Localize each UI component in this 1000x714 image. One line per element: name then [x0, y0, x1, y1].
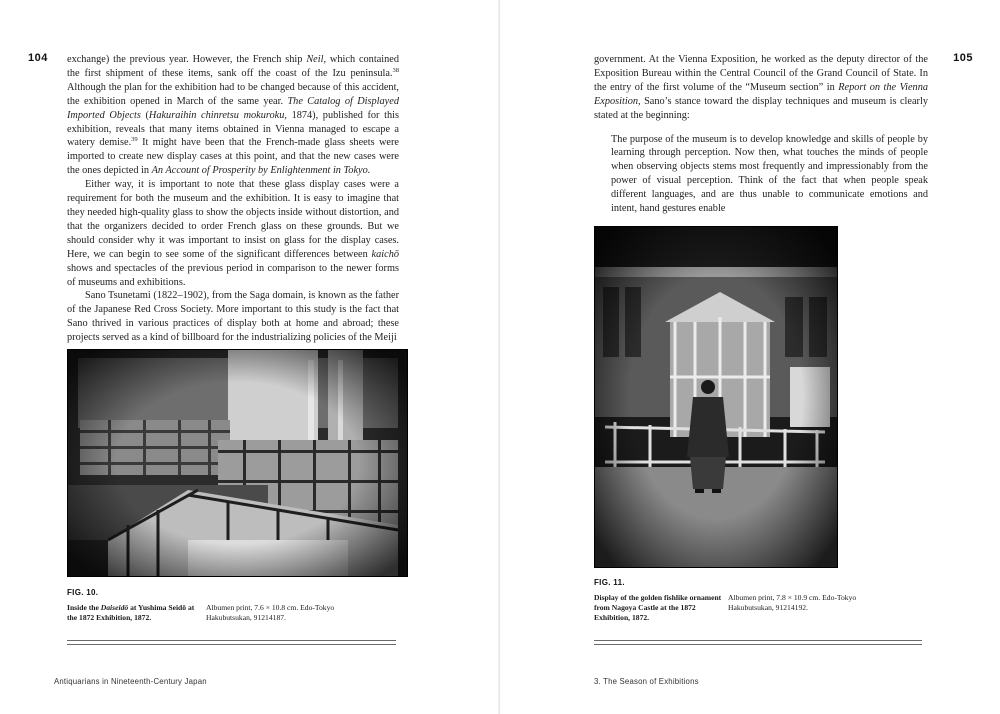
figure-10-title-text: Inside the Daiseidō at Yushima Seidō at the 1872 Exhibition, 1872.	[67, 603, 195, 623]
left-body-text	[67, 53, 399, 345]
body-paragraph: Either way, it is important to note that these glass display cases were a requirement for both the museum and the exhibition. It is easy to imagine that they needed high-quality glass to show the objects inside without distortion, and that the organizers decided to order French glass on these grounds. But we should consider why it was important to insist on glass for the display cases. Here, we can begin to see some of the significant differences between kaichō shows and spectacles of the previous period in comparison to the newer forms of museums and exhibitions.	[67, 179, 399, 288]
body-paragraph: government. At the Vienna Exposition, he worked as the deputy director of the Exposition Bureau within the Central Council of the Grand Council of State. In the entry of the first volume of the “Museum section” in Report on the Vienna Exposition, Sano’s stance toward the display techniques and museum is clearly stated at the beginning:	[594, 54, 928, 121]
figure-11-title	[594, 593, 724, 624]
body-paragraph: Sano Tsunetami (1822–1902), from the Saga domain, is known as the father of the Japanese Red Cross Society. More important to this study is the fact that Sano thrived in various practices of display both at home and abroad; these projects served as a kind of billboard for the industrializing policies of the Meiji	[67, 290, 399, 344]
figure-10-title	[67, 603, 197, 623]
block-quote	[611, 133, 928, 216]
figure-10-label: FIG. 10.	[67, 588, 99, 597]
figure-11-label: FIG. 11.	[594, 578, 625, 587]
figure-11-credit: Albumen print, 7.8 × 10.9 cm. Edo-Tokyo Hakubutsukan, 91214192.	[728, 593, 857, 613]
figure-11-photo	[594, 226, 838, 568]
page-number-left: 104	[28, 52, 48, 64]
footer-rule-left	[67, 640, 396, 645]
footer-rule-right	[594, 640, 922, 645]
figure-10-photo	[67, 349, 408, 577]
running-footer-right: 3. The Season of Exhibitions	[594, 677, 699, 686]
block-quote-text: The purpose of the museum is to develop knowledge and skills of people by learning through perception. Now then, what touches the minds of people when observing objects stems most frequently and impressionably from the power of visual perception. Think of the fact that when people speak different languages, and are thus unable to communicate emotions and intent, hand gestures enable	[611, 133, 928, 215]
figure-10-credit: Albumen print, 7.6 × 10.8 cm. Edo-Tokyo Hakubutsukan, 91214187.	[206, 603, 335, 623]
right-body-text	[594, 53, 928, 216]
page-number-right: 105	[953, 52, 973, 64]
figure-11-title-text: Display of the golden fishlike ornament from Nagoya Castle at the 1872 Exhibition, 1872.	[594, 593, 722, 623]
running-footer-left: Antiquarians in Nineteenth-Century Japan	[54, 677, 207, 686]
body-paragraph: exchange) the previous year. However, the French ship Neil, which contained the first shipment of these items, sank off the coast of the Izu peninsula.$^{38}$ Although the plan for the exhibition had to be changed because of this accident, the exhibition opened in March of the same year. The Catalog of Displayed Imported Objects (Hakuraihin chinretsu mokuroku, 1874), published for this exhibition, reveals that many items obtained in Vienna managed to escape a watery demise.$^{39}$ It might have been that the French-made glass sheets were imported to create new display cases at this point, and that the new cases were the ones depicted in An Account of Prosperity by Enlightenment in Tokyo.	[67, 54, 399, 177]
